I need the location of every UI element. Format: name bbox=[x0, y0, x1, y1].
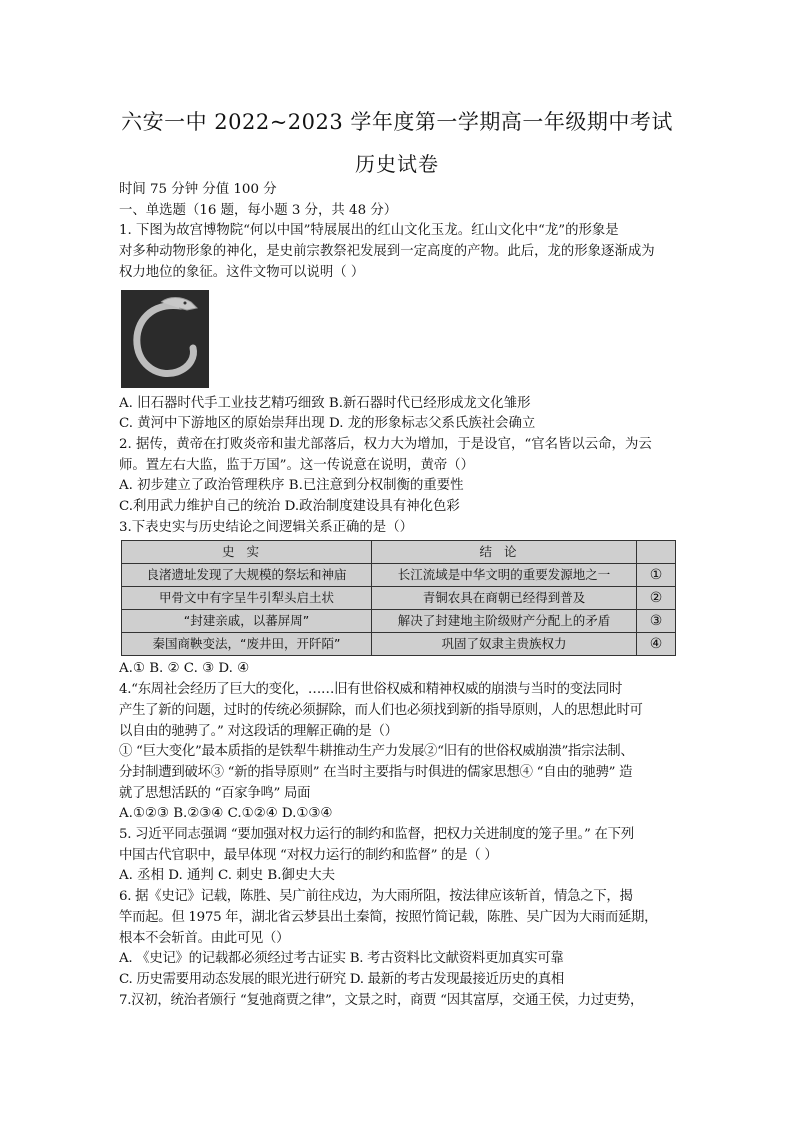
question-text: 3.下表史实与历史结论之间逻辑关系正确的是（） bbox=[119, 519, 413, 535]
question-4 bbox=[119, 680, 689, 825]
cell-conclusion: 青铜农具在商朝已经得到普及 bbox=[372, 587, 637, 610]
cell-mark: ① bbox=[637, 564, 676, 587]
question-text: 权力地位的象征。这件文物可以说明（ ） bbox=[119, 264, 365, 280]
cell-fact: 良渚遗址发现了大规模的祭坛和神庙 bbox=[122, 564, 372, 587]
table-row bbox=[122, 610, 676, 633]
section-heading: 一、单选题（16 题，每小题 3 分，共 48 分） bbox=[119, 202, 398, 218]
question-text: 2. 据传，黄帝在打败炎帝和蚩尤部落后，权力大为增加，于是设官，“官名皆以云命，为云 bbox=[119, 436, 652, 452]
question-2 bbox=[119, 435, 689, 518]
table-row bbox=[122, 633, 676, 656]
cell-fact: “封建亲戚，以蕃屏周” bbox=[122, 610, 372, 633]
option-line: A. 丞相 D. 通判 C. 刺史 B.御史大夫 bbox=[119, 868, 336, 884]
table-row bbox=[122, 587, 676, 610]
exam-body bbox=[119, 180, 689, 1011]
question-3 bbox=[119, 518, 689, 680]
option-line: A. 旧石器时代手工业技艺精巧细致 B.新石器时代已经形成龙文化雏形 bbox=[119, 395, 531, 411]
cell-mark: ③ bbox=[637, 610, 676, 633]
table-header-row bbox=[122, 541, 676, 564]
option-line: C. 黄河中下游地区的原始崇拜出现 D. 龙的形象标志父系氏族社会确立 bbox=[119, 416, 536, 432]
cell-conclusion: 解决了封建地主阶级财产分配上的矛盾 bbox=[372, 610, 637, 633]
question-text: 根本不会斩首。由此可见（） bbox=[119, 930, 290, 946]
header-conclusion: 结论 bbox=[372, 541, 637, 564]
question-text: 就了思想活跃的 “百家争鸣” 局面 bbox=[119, 785, 311, 801]
question-text: 6. 据《史记》记载，陈胜、吴广前往戍边，为大雨所阻，按法律应该斩首，情急之下，揭 bbox=[119, 889, 633, 905]
option-line: A. 初步建立了政治管理秩序 B.已注意到分权制衡的重要性 bbox=[119, 478, 464, 494]
subject-title: 历史试卷 bbox=[355, 152, 439, 176]
cell-mark: ② bbox=[637, 587, 676, 610]
question-text: 7.汉初，统治者颁行 “复弛商贾之律”，文景之时，商贾 “因其富厚，交通王侯，力过吏势， bbox=[119, 992, 644, 1008]
question-text: 对多种动物形象的神化，是史前宗教祭祀发展到一定高度的产物。此后，龙的形象逐渐成为 bbox=[119, 244, 655, 260]
question-text: ① “巨大变化”最本质指的是铁犁牛耕推动生产力发展②“旧有的世俗权威崩溃”指宗法制、 bbox=[119, 744, 634, 760]
question-text: 5. 习近平同志强调 “要加强对权力运行的制约和监督，把权力关进制度的笼子里。” 在下列 bbox=[119, 827, 634, 843]
question-text: 分封制遭到破坏③ “新的指导原则” 在当时主要指与时俱进的儒家思想④ “自由的驰骋” 造 bbox=[119, 764, 633, 780]
question-6 bbox=[119, 887, 689, 991]
question-text: 竿而起。但 1975 年，湖北省云梦县出土秦简，按照竹简记载，陈胜、吴广因为大雨而延期， bbox=[119, 909, 658, 925]
question-text: 师。置左右大监，监于万国”。这一传说意在说明，黄帝（） bbox=[119, 457, 474, 473]
question-7 bbox=[119, 991, 689, 1012]
question-text: 中国古代官职中，最早体现 “对权力运行的制约和监督” 的是（ ） bbox=[119, 847, 498, 863]
header-fact: 史实 bbox=[122, 541, 372, 564]
question-text: 4.“东周社会经历了巨大的变化，……旧有世俗权威和精神权威的崩溃与当时的变法同时 bbox=[119, 682, 623, 698]
question-text: 1. 下图为故宫博物院“何以中国”特展展出的红山文化玉龙。红山文化中“龙”的形象是 bbox=[119, 223, 619, 239]
question-1 bbox=[119, 221, 689, 435]
option-line: A.① B. ② C. ③ D. ④ bbox=[119, 661, 250, 677]
history-table bbox=[121, 540, 676, 656]
cell-conclusion: 长江流域是中华文明的重要发源地之一 bbox=[372, 564, 637, 587]
exam-info: 时间 75 分钟 分值 100 分 bbox=[119, 182, 277, 197]
cell-fact: 秦国商鞅变法，“废井田，开阡陌” bbox=[122, 633, 372, 656]
cell-mark: ④ bbox=[637, 633, 676, 656]
question-text: 产生了新的问题，过时的传统必须摒除，而人们也必须找到新的指导原则，人的思想此时可 bbox=[119, 702, 643, 718]
exam-title: 六安一中 2022~2023 学年度第一学期高一年级期中考试 bbox=[121, 110, 673, 134]
jade-dragon-photo bbox=[121, 290, 209, 388]
cell-conclusion: 巩固了奴隶主贵族权力 bbox=[372, 633, 637, 656]
option-line: A. 《史记》的记载都必须经过考古证实 B. 考古资料比文献资料更加真实可靠 bbox=[119, 951, 564, 967]
cell-fact: 甲骨文中有字呈牛引犁头启土状 bbox=[122, 587, 372, 610]
table-row bbox=[122, 564, 676, 587]
option-line: C. 历史需要用动态发展的眼光进行研究 D. 最新的考古发现最接近历史的真相 bbox=[119, 971, 565, 987]
question-5 bbox=[119, 825, 689, 887]
header-mark bbox=[637, 541, 676, 564]
option-line: C.利用武力维护自己的统治 D.政治制度建设具有神化色彩 bbox=[119, 499, 460, 515]
question-text: 以自由的驰骋了。” 对这段话的理解正确的是（） bbox=[119, 723, 398, 739]
option-line: A.①②③ B.②③④ C.①②④ D.①③④ bbox=[119, 806, 333, 822]
